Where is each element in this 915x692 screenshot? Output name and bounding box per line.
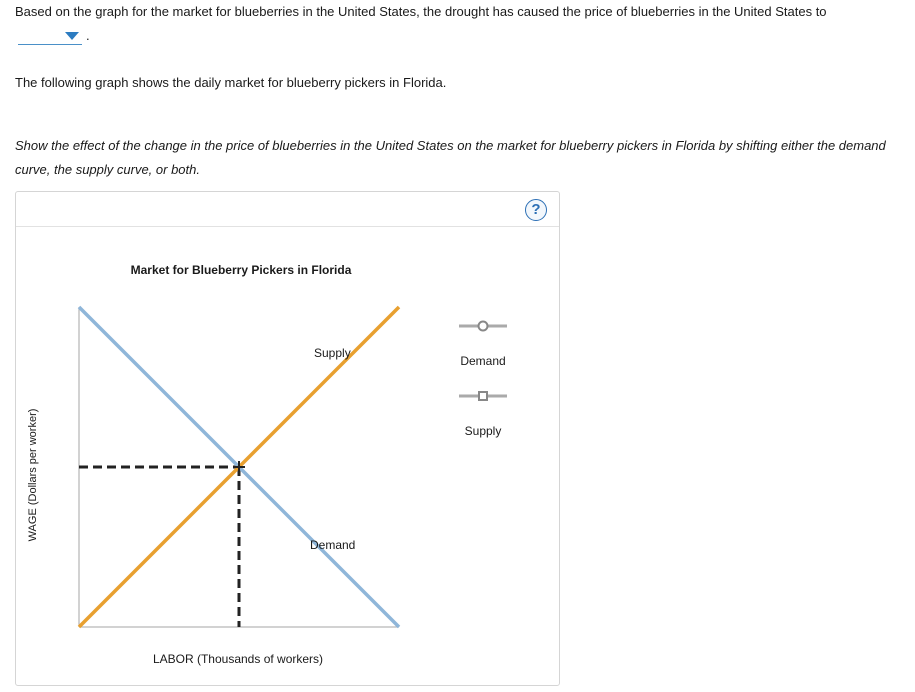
help-icon[interactable]: ? [525,199,547,221]
legend-supply-label: Supply [464,424,502,438]
x-axis-label: LABOR (Thousands of workers) [152,652,324,666]
legend-demand-label: Demand [460,354,506,368]
legend-demand-circle-icon[interactable] [479,322,488,331]
graph-intro-text: The following graph shows the daily market for blueberry pickers in Florida. [15,75,447,90]
plot-area[interactable] [16,192,561,687]
supply-curve-label: Supply [314,346,351,360]
chart-title: Market for Blueberry Pickers in Florida [130,263,352,277]
legend-supply-square-icon[interactable] [479,392,487,400]
y-axis-label: WAGE (Dollars per worker) [27,408,39,542]
chevron-down-icon[interactable] [65,32,79,40]
demand-curve-label: Demand [310,538,356,552]
price-change-dropdown[interactable] [18,30,82,45]
question-period: . [86,28,90,43]
question-text: Based on the graph for the market for blueberries in the United States, the drought has caused the price of blueberries in the United States to [15,4,827,19]
instructions-text: Show the effect of the change in the price of blueberries in the United States on the market for blueberry pickers in Florida by shifting either the demand curve, the supply curve, or both. [15,138,886,177]
graph-panel [15,191,560,686]
